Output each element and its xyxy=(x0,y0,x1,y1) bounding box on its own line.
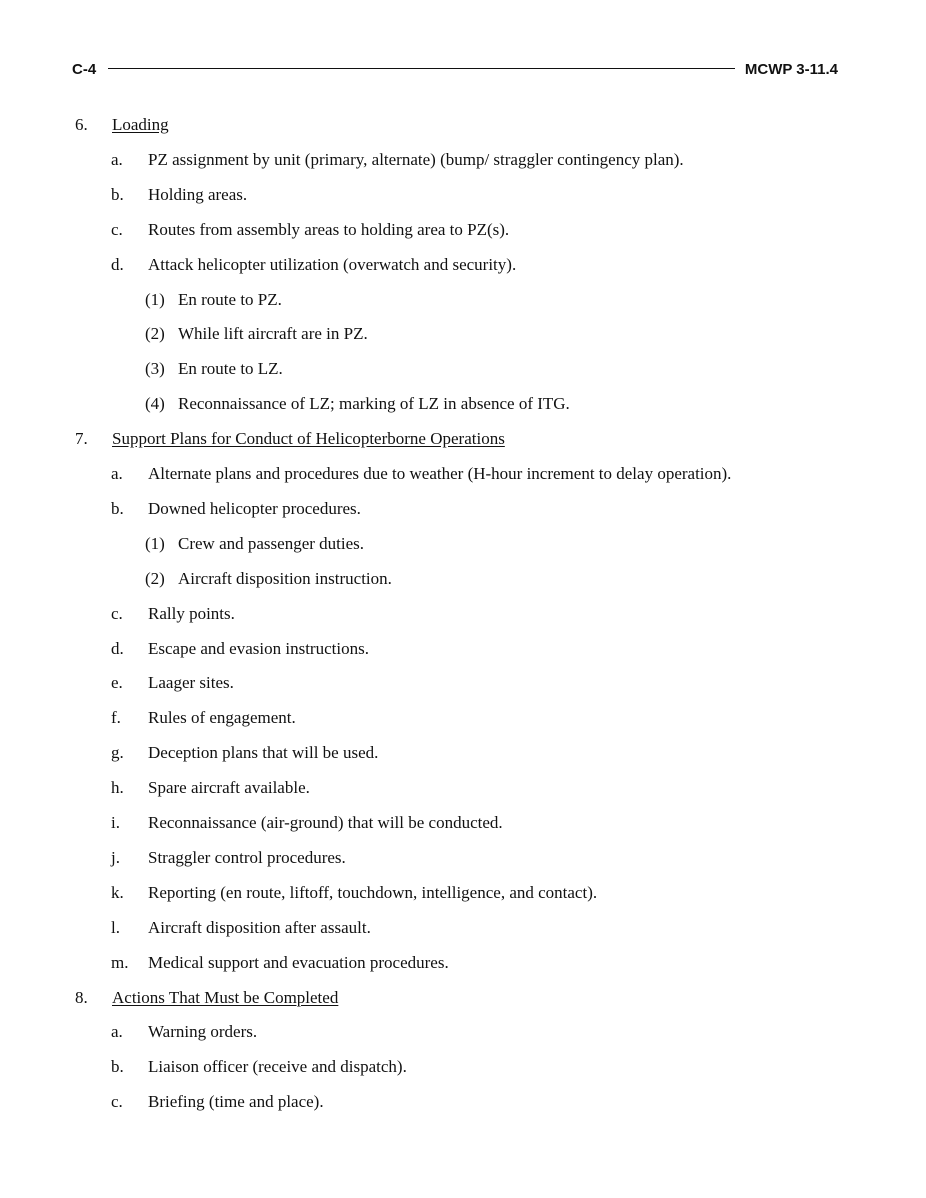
sub-list-item-label: (2) xyxy=(145,324,165,344)
sub-list-item-text: Aircraft disposition instruction. xyxy=(178,568,392,588)
list-item xyxy=(0,463,926,485)
list-item xyxy=(0,1021,926,1043)
section-heading-label: 7. xyxy=(75,429,88,449)
list-item-text: Medical support and evacuation procedures. xyxy=(148,952,449,972)
sub-list-item xyxy=(0,289,926,311)
list-item-text: Liaison officer (receive and dispatch). xyxy=(148,1057,407,1077)
sub-list-item-text: Crew and passenger duties. xyxy=(178,533,365,553)
list-item-text: PZ assignment by unit (primary, alternate) (bump/ straggler contingency plan). xyxy=(148,149,684,169)
list-item-label: j. xyxy=(111,847,120,867)
list-item xyxy=(0,638,926,660)
sub-list-item-label: (2) xyxy=(145,568,165,588)
list-item-label: k. xyxy=(111,882,124,902)
list-item-text: Rally points. xyxy=(148,603,235,623)
list-item xyxy=(0,847,926,869)
list-item xyxy=(0,498,926,520)
list-item xyxy=(0,882,926,904)
list-item-text: Routes from assembly areas to holding area to PZ(s). xyxy=(148,219,510,239)
list-item-label: l. xyxy=(111,917,120,937)
sub-list-item-label: (3) xyxy=(145,359,165,379)
list-item-text: Alternate plans and procedures due to weather (H-hour increment to delay operation). xyxy=(148,464,732,483)
list-item-text: Downed helicopter procedures. xyxy=(148,498,361,518)
list-item-text: Reporting (en route, liftoff, touchdown, intelligence, and contact). xyxy=(148,882,598,902)
sub-list-item-text: While lift aircraft are in PZ. xyxy=(178,324,368,344)
list-item-text: Escape and evasion instructions. xyxy=(148,638,369,658)
sub-list-item xyxy=(0,393,926,415)
list-item xyxy=(0,777,926,799)
list-item-label: m. xyxy=(111,952,129,972)
sub-list-item-label: (4) xyxy=(145,394,165,414)
list-item-label: c. xyxy=(111,219,123,239)
sub-list-item xyxy=(0,323,926,345)
section-heading-text: Support Plans for Conduct of Helicopterborne Operations xyxy=(112,429,505,449)
sub-list-item xyxy=(0,568,926,590)
list-item-text: Aircraft disposition after assault. xyxy=(148,917,371,937)
page-number: C-4 xyxy=(72,60,97,78)
publication-id: MCWP 3-11.4 xyxy=(744,60,838,78)
list-item xyxy=(0,1091,926,1113)
list-item-label: b. xyxy=(111,184,124,204)
list-item xyxy=(0,742,926,764)
list-item-label: d. xyxy=(111,638,124,658)
list-item-text: Rules of engagement. xyxy=(148,708,296,728)
list-item xyxy=(0,219,926,241)
list-item-label: f. xyxy=(111,708,121,728)
list-item xyxy=(0,917,926,939)
section-heading xyxy=(0,987,926,1009)
list-item xyxy=(0,184,926,206)
list-item-text: Deception plans that will be used. xyxy=(148,743,379,763)
section-heading xyxy=(0,428,926,450)
list-item-label: b. xyxy=(111,498,124,518)
sub-list-item-text: En route to PZ. xyxy=(178,289,282,309)
list-item-label: a. xyxy=(111,464,123,483)
sub-list-item-text: Reconnaissance of LZ; marking of LZ in absence of ITG. xyxy=(178,394,570,414)
list-item xyxy=(0,672,926,694)
list-item xyxy=(0,812,926,834)
section-heading-text: Actions That Must be Completed xyxy=(112,987,339,1007)
list-item-label: a. xyxy=(111,149,123,169)
list-item-label: e. xyxy=(111,673,123,693)
list-item xyxy=(0,603,926,625)
sub-list-item xyxy=(0,533,926,555)
list-item-text: Reconnaissance (air-ground) that will be conducted. xyxy=(148,813,503,832)
list-item-label: a. xyxy=(111,1022,123,1042)
list-item-text: Attack helicopter utilization (overwatch and security). xyxy=(148,254,517,274)
section-heading xyxy=(0,114,926,136)
list-item-label: d. xyxy=(111,254,124,274)
list-item-label: b. xyxy=(111,1057,124,1077)
list-item-label: i. xyxy=(111,813,120,832)
section-heading-text: Loading xyxy=(112,115,169,134)
list-item xyxy=(0,952,926,974)
section-heading-label: 8. xyxy=(75,987,88,1007)
sub-list-item xyxy=(0,358,926,380)
list-item xyxy=(0,1056,926,1078)
sub-list-item-label: (1) xyxy=(145,533,165,553)
list-item-text: Spare aircraft available. xyxy=(148,778,310,798)
list-item-text: Laager sites. xyxy=(148,673,234,693)
list-item xyxy=(0,254,926,276)
list-item xyxy=(0,707,926,729)
list-item-label: c. xyxy=(111,1092,123,1112)
list-item-label: h. xyxy=(111,778,124,798)
list-item-text: Straggler control procedures. xyxy=(148,847,346,867)
list-item-text: Briefing (time and place). xyxy=(148,1092,324,1112)
sub-list-item-text: En route to LZ. xyxy=(178,359,283,379)
list-item xyxy=(0,149,926,171)
sub-list-item-label: (1) xyxy=(145,289,165,309)
list-item-label: g. xyxy=(111,743,124,763)
list-item-label: c. xyxy=(111,603,123,623)
list-item-text: Holding areas. xyxy=(148,184,248,204)
list-item-text: Warning orders. xyxy=(148,1022,258,1042)
section-heading-label: 6. xyxy=(75,115,88,134)
